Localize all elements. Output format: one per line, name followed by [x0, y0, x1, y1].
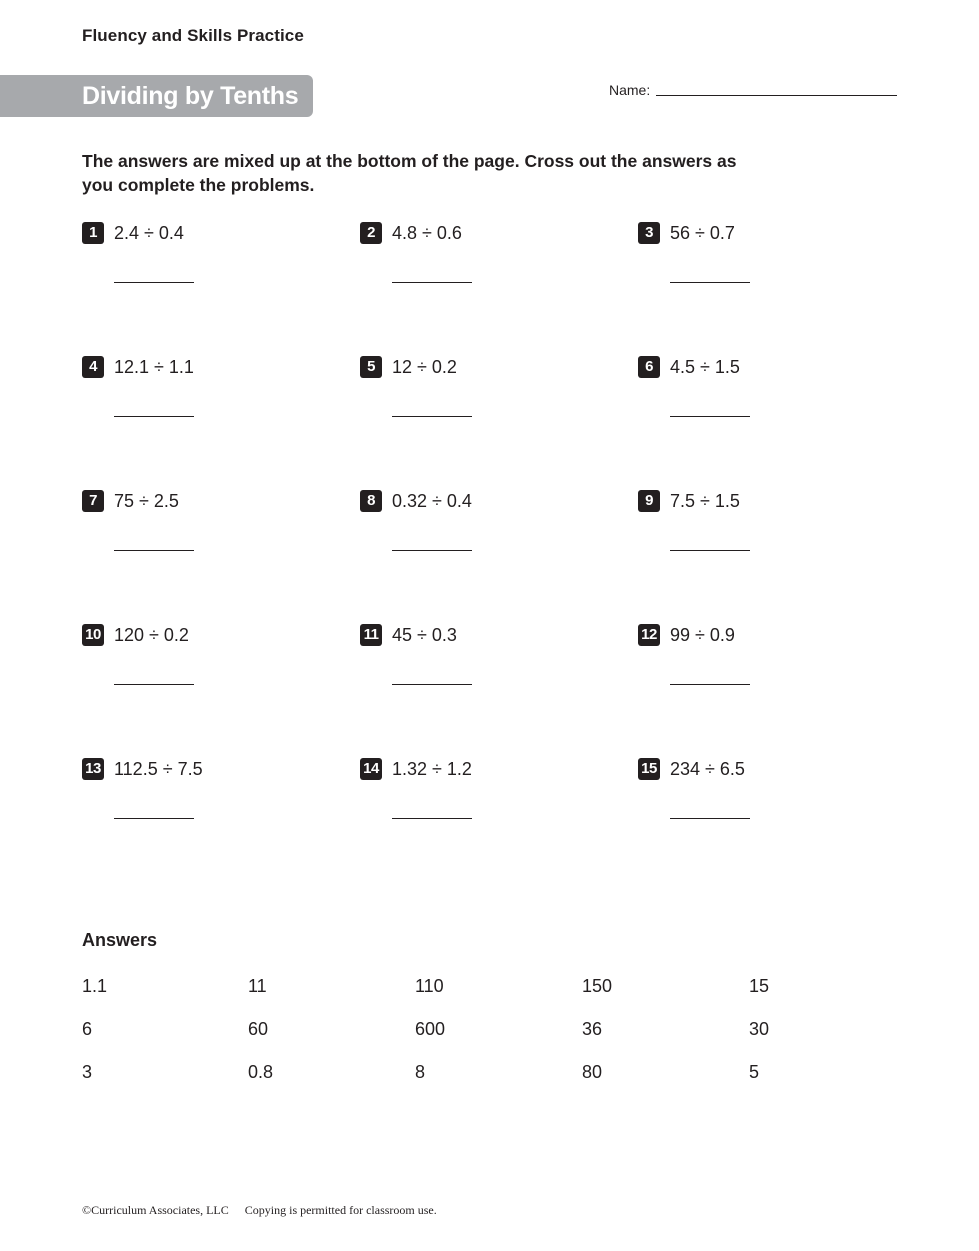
problem-expression: 234 ÷ 6.5	[670, 759, 745, 779]
name-field[interactable]	[609, 80, 899, 100]
answer-choice[interactable]: 30	[749, 1019, 770, 1039]
answer-line[interactable]	[114, 818, 194, 819]
answer-line[interactable]	[670, 684, 750, 685]
answer-choice[interactable]: 15	[749, 976, 770, 996]
answer-line[interactable]	[114, 684, 194, 685]
answer-choice[interactable]: 36	[582, 1019, 603, 1039]
answer-line[interactable]	[670, 282, 750, 283]
answer-choice[interactable]: 0.8	[248, 1062, 274, 1082]
problem-expression: 45 ÷ 0.3	[392, 625, 457, 645]
problem-number-badge: 9	[638, 490, 660, 512]
answer-line[interactable]	[392, 416, 472, 417]
problem-number-badge: 4	[82, 356, 104, 378]
answer-line[interactable]	[670, 550, 750, 551]
problem-expression: 0.32 ÷ 0.4	[392, 491, 472, 511]
problem-number-badge: 7	[82, 490, 104, 512]
problem-number-badge: 3	[638, 222, 660, 244]
problem-9	[638, 490, 898, 570]
problem-expression: 112.5 ÷ 7.5	[114, 759, 203, 779]
name-line[interactable]	[656, 95, 897, 96]
footer	[82, 1203, 437, 1218]
permission-text: Copying is permitted for classroom use.	[244, 1203, 437, 1217]
problem-expression: 12 ÷ 0.2	[392, 357, 457, 377]
problem-5	[360, 356, 620, 436]
problem-number-badge: 14	[360, 758, 382, 780]
instructions: The answers are mixed up at the bottom of the page. Cross out the answers as you complete the problems.	[82, 151, 737, 195]
answer-bank	[82, 975, 922, 1104]
problem-13	[82, 758, 342, 838]
problem-12	[638, 624, 898, 704]
problem-number-badge: 1	[82, 222, 104, 244]
problem-3	[638, 222, 898, 302]
problem-expression: 56 ÷ 0.7	[670, 223, 735, 243]
answer-row	[82, 1061, 922, 1104]
problem-number-badge: 11	[360, 624, 382, 646]
problem-expression: 12.1 ÷ 1.1	[114, 357, 194, 377]
problem-expression: 1.32 ÷ 1.2	[392, 759, 472, 779]
answer-choice[interactable]: 80	[582, 1062, 603, 1082]
problem-number-badge: 6	[638, 356, 660, 378]
answer-choice[interactable]: 5	[749, 1062, 760, 1082]
problem-number-badge: 10	[82, 624, 104, 646]
problem-number-badge: 15	[638, 758, 660, 780]
problem-11	[360, 624, 620, 704]
problem-number-badge: 13	[82, 758, 104, 780]
problem-2	[360, 222, 620, 302]
problem-number-badge: 12	[638, 624, 660, 646]
problem-expression: 4.5 ÷ 1.5	[670, 357, 740, 377]
answer-row	[82, 975, 922, 1018]
problem-number-badge: 5	[360, 356, 382, 378]
problem-6	[638, 356, 898, 436]
problem-expression: 99 ÷ 0.9	[670, 625, 735, 645]
answer-line[interactable]	[670, 818, 750, 819]
problem-expression: 120 ÷ 0.2	[114, 625, 189, 645]
answer-line[interactable]	[670, 416, 750, 417]
series-label: Fluency and Skills Practice	[82, 26, 304, 45]
problem-expression: 2.4 ÷ 0.4	[114, 223, 184, 243]
answer-line[interactable]	[114, 416, 194, 417]
answers-heading: Answers	[82, 930, 158, 950]
answer-line[interactable]	[392, 684, 472, 685]
answer-choice[interactable]: 150	[582, 976, 613, 996]
answer-line[interactable]	[392, 818, 472, 819]
answer-choice[interactable]: 6	[82, 1019, 93, 1039]
answer-line[interactable]	[114, 550, 194, 551]
problem-expression: 75 ÷ 2.5	[114, 491, 179, 511]
problem-4	[82, 356, 342, 436]
answer-row	[82, 1018, 922, 1061]
problem-8	[360, 490, 620, 570]
answer-choice[interactable]: 3	[82, 1062, 93, 1082]
answer-line[interactable]	[114, 282, 194, 283]
problem-expression: 4.8 ÷ 0.6	[392, 223, 462, 243]
problem-7	[82, 490, 342, 570]
problem-number-badge: 8	[360, 490, 382, 512]
answer-choice[interactable]: 11	[248, 976, 267, 996]
copyright-text: ©Curriculum Associates, LLC	[82, 1203, 229, 1217]
problem-10	[82, 624, 342, 704]
answer-choice[interactable]: 1.1	[82, 976, 108, 996]
answer-choice[interactable]: 600	[415, 1019, 446, 1039]
answer-choice[interactable]: 60	[248, 1019, 269, 1039]
page-title: Dividing by Tenths	[82, 82, 299, 110]
problem-number-badge: 2	[360, 222, 382, 244]
answer-choice[interactable]: 8	[415, 1062, 426, 1082]
problem-15	[638, 758, 898, 838]
title-banner	[0, 75, 313, 117]
problem-14	[360, 758, 620, 838]
answer-choice[interactable]: 110	[415, 976, 444, 996]
answer-line[interactable]	[392, 550, 472, 551]
problem-expression: 7.5 ÷ 1.5	[670, 491, 740, 511]
problem-1	[82, 222, 342, 302]
name-label: Name:	[609, 82, 651, 98]
answer-line[interactable]	[392, 282, 472, 283]
